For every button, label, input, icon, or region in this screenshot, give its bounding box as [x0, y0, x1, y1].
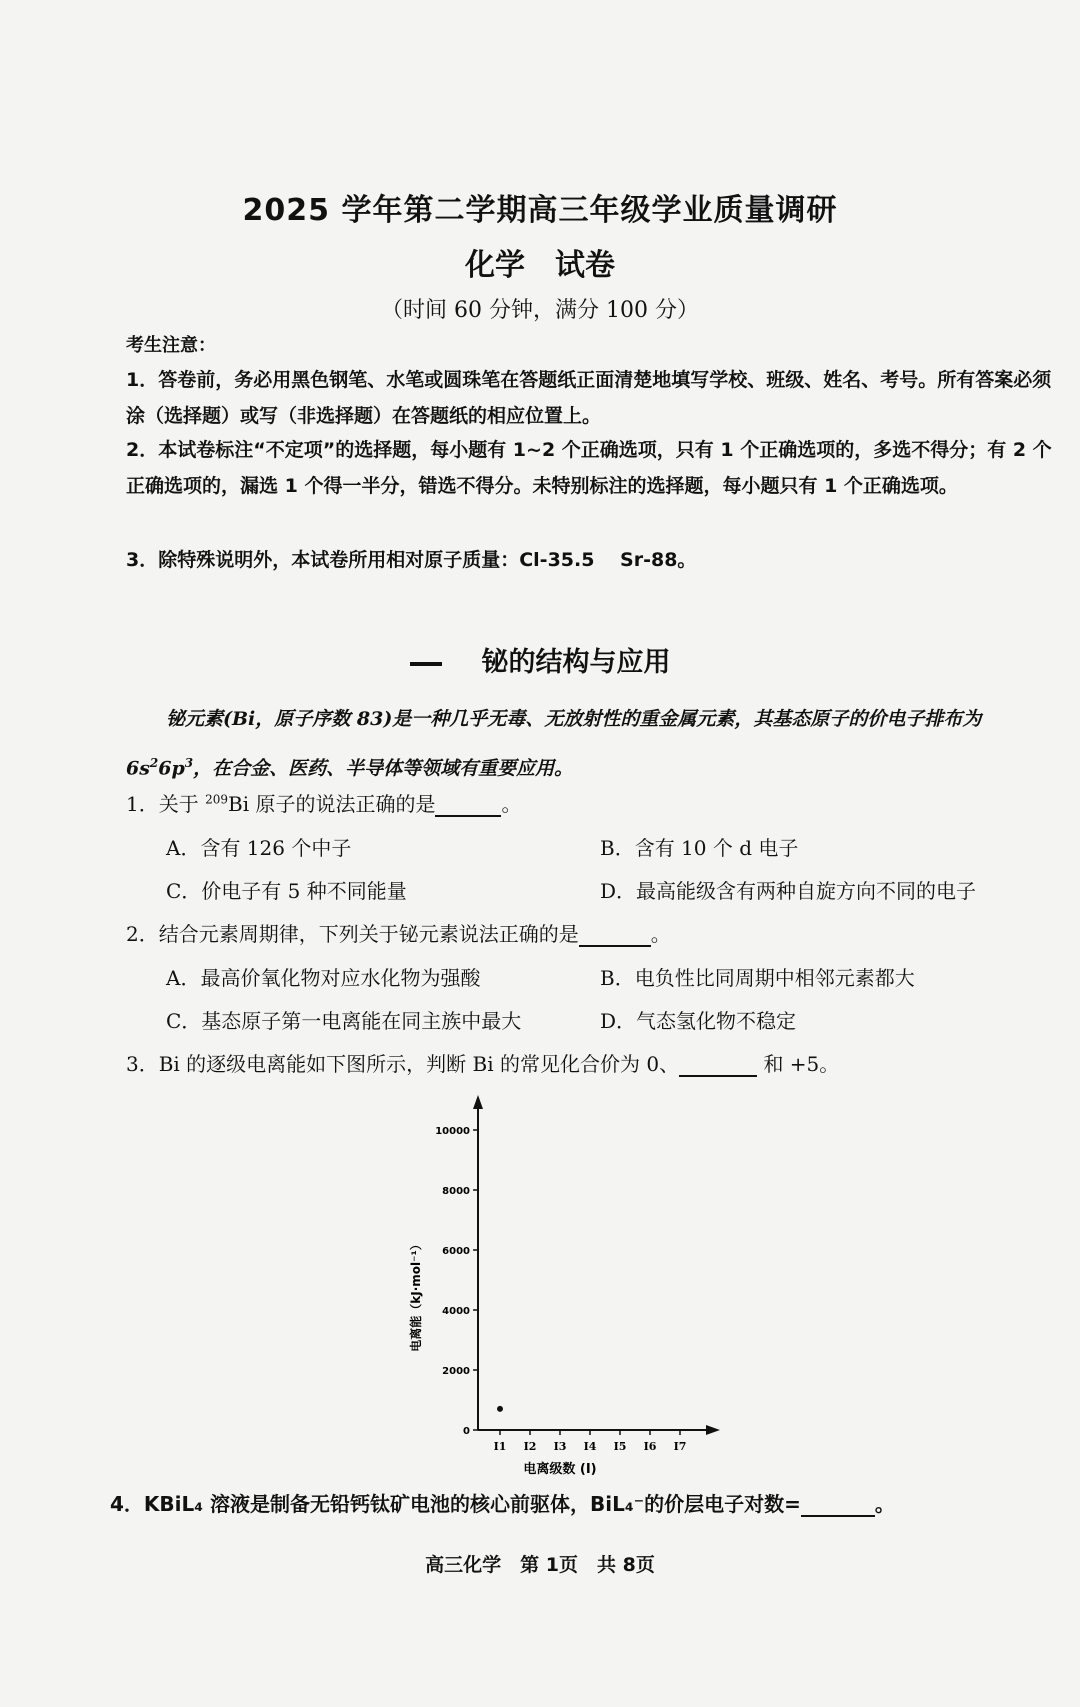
y-axis-arrow: [473, 1095, 483, 1109]
q4-end: 。: [874, 1492, 895, 1516]
y-tick-label: 6000: [442, 1246, 470, 1257]
question-2: [126, 918, 1066, 947]
y-tick-label: 2000: [442, 1366, 470, 1377]
intro-sup-1: 2: [149, 756, 159, 770]
x-tick-label: I4: [583, 1440, 597, 1453]
y-tick-label: 4000: [442, 1306, 470, 1317]
q1-option-c[interactable]: C．价电子有 5 种不同能量: [166, 879, 407, 903]
time-note: （时间 60 分钟，满分 100 分）: [381, 298, 699, 323]
q2-answer-blank[interactable]: [579, 921, 651, 947]
x-tick-label: I3: [553, 1440, 567, 1453]
q1-option-a[interactable]: A．含有 126 个中子: [166, 836, 352, 860]
q1-prefix: 1．关于: [126, 792, 206, 816]
x-tick-label: I5: [613, 1440, 627, 1453]
exam-title: 2025 学年第二学期高三年级学业质量调研: [242, 193, 838, 228]
q1-answer-blank[interactable]: [435, 791, 501, 817]
question-4: [110, 1488, 1050, 1517]
q2-option-c[interactable]: C．基态原子第一电离能在同主族中最大: [166, 1009, 522, 1033]
q2-option-d[interactable]: D．气态氢化物不稳定: [600, 1009, 797, 1033]
intro-text-2: 6p: [158, 757, 185, 780]
q1-option-d[interactable]: D．最高能级含有两种自旋方向不同的电子: [600, 879, 977, 903]
page-footer: 高三化学 第 1页 共 8页: [425, 1554, 655, 1576]
q3-stem: 3．Bi 的逐级电离能如下图所示，判断 Bi 的常见化合价为 0、: [126, 1052, 680, 1076]
q1-option-b[interactable]: B．含有 10 个 d 电子: [600, 836, 799, 860]
y-tick-label: 0: [463, 1426, 470, 1437]
question-1: [126, 788, 1066, 817]
notice-item-3: 3．除特殊说明外，本试卷所用相对原子质量：Cl-35.5 Sr-88。: [126, 549, 697, 571]
q2-option-a[interactable]: A．最高价氧化物对应水化物为强酸: [166, 966, 481, 990]
x-tick-label: I2: [523, 1440, 537, 1453]
q1-end: 。: [501, 792, 522, 816]
data-point: [497, 1406, 503, 1412]
x-tick-label: I1: [493, 1440, 507, 1453]
intro-sup-2: 3: [184, 756, 194, 770]
x-tick-label: I6: [643, 1440, 657, 1453]
notice-item-1: 1．答卷前，务必用黑色钢笔、水笔或圆珠笔在答题纸正面清楚地填写学校、班级、姓名、考号。所有答案必须涂（选择题）或写（非选择题）在答题纸的相应位置上。: [126, 369, 1052, 427]
q3-end: 和 +5。: [763, 1052, 840, 1076]
q2-option-b[interactable]: B．电负性比同周期中相邻元素都大: [600, 966, 915, 990]
section-heading: [0, 640, 1080, 679]
intro-paragraph: [126, 697, 1066, 790]
x-axis-arrow: [706, 1425, 720, 1435]
y-tick-label: 8000: [442, 1186, 470, 1197]
q1-stem: Bi 原子的说法正确的是: [228, 792, 436, 816]
q2-end: 。: [650, 922, 671, 946]
question-3: [126, 1048, 1066, 1077]
x-axis-label: 电离级数 (I): [523, 1462, 597, 1477]
notice-heading: 考生注意：: [126, 335, 216, 356]
q2-stem: 2．结合元素周期律，下列关于铋元素说法正确的是: [126, 922, 579, 946]
exam-subtitle: 化学 试卷: [465, 248, 615, 283]
y-tick-label: 10000: [435, 1126, 470, 1137]
section-dash: [410, 662, 442, 666]
ionization-energy-chart: [400, 1085, 760, 1485]
intro-text-3: ，在合金、医药、半导体等领域有重要应用。: [193, 757, 574, 780]
q3-answer-blank[interactable]: [679, 1051, 757, 1077]
q4-answer-blank[interactable]: [801, 1491, 875, 1517]
section-title: 铋的结构与应用: [481, 647, 671, 678]
notice-item-2: 2．本试卷标注“不定项”的选择题，每小题有 1~2 个正确选项，只有 1 个正确选项的，多选不得分；有 2 个正确选项的，漏选 1 个得一半分，错选不得分。未特别标注的选择题，每小题只有 1 个正确选项。: [126, 439, 1052, 497]
y-axis-label: 电离能（kJ·mol⁻¹）: [409, 1238, 423, 1352]
x-tick-label: I7: [673, 1440, 687, 1453]
q4-stem: 4．KBiL₄ 溶液是制备无铅钙钛矿电池的核心前驱体，BiL₄⁻的价层电子对数=: [110, 1492, 801, 1516]
q1-mass-number: 209: [205, 792, 228, 807]
intro-text-1: 铋元素(Bi，原子序数 83)是一种几乎无毒、无放射性的重金属元素，其基态原子的价电子排布为 6s: [126, 708, 982, 780]
